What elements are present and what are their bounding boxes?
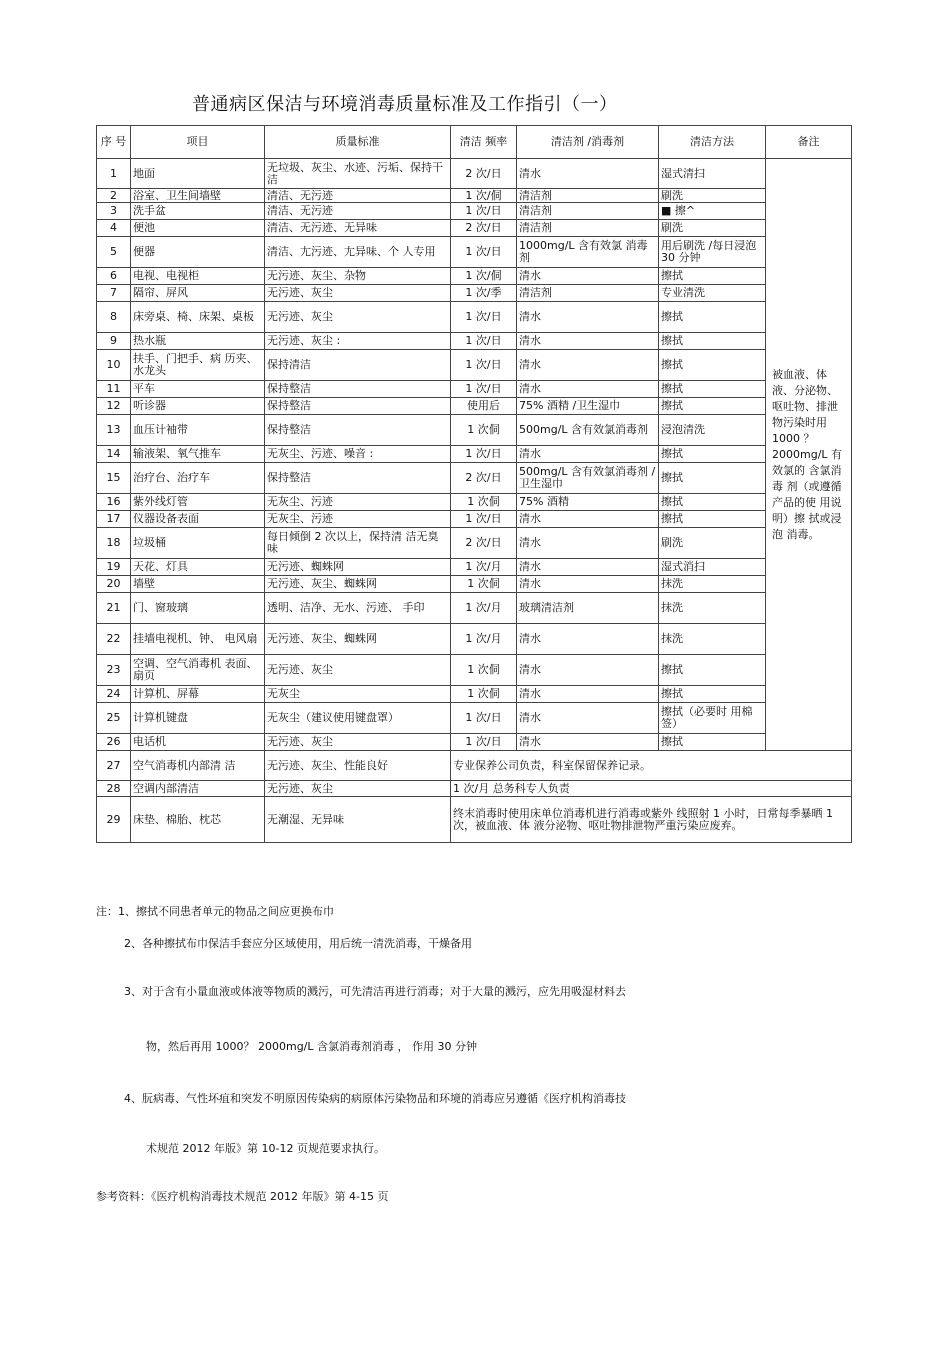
row-item: 扶手、门把手、病 历夹、水龙头 <box>131 350 265 381</box>
row-standard: 无污迹、灰尘 : <box>265 333 451 350</box>
row-standard: 无灰尘、污迹、噪音 : <box>265 446 451 463</box>
note-4-cont: 术规范 2012 年版》第 10-12 页规范要求执行。 <box>146 1142 385 1155</box>
row-method: 抹洗 <box>659 576 766 593</box>
row-item: 治疗台、治疗车 <box>131 463 265 494</box>
row-item: 计算机键盘 <box>131 703 265 734</box>
table-row <box>97 237 852 268</box>
row-method: 刷洗 <box>659 528 766 559</box>
row-method: 擦拭 <box>659 655 766 686</box>
row-standard: 保持整洁 <box>265 415 451 446</box>
row-method: 擦拭 <box>659 333 766 350</box>
row-method: 擦拭（必要时 用棉签） <box>659 703 766 734</box>
row-method: 湿式消扫 <box>659 559 766 576</box>
row-method: 擦拭 <box>659 302 766 333</box>
row-method: 擦拭 <box>659 446 766 463</box>
page-title: 普通病区保洁与环境消毒质量标准及工作指引（一） <box>192 94 618 115</box>
row-agent: 清水 <box>517 576 659 593</box>
row-item: 紫外线灯管 <box>131 494 265 511</box>
row-item: 仪器设备表面 <box>131 511 265 528</box>
row-frequency: 2 次/日 <box>451 220 517 237</box>
table-row <box>97 655 852 686</box>
row-agent: 清水 <box>517 624 659 655</box>
remark-cell: 被血液、体液、分泌物、呕吐物、排泄物污染时用 1000 ？ 2000mg/L 有效氯的 含氯消毒 剂（或遵循 产品的使 用说明）擦 拭或浸泡 消毒。 <box>766 159 852 751</box>
row-number: 4 <box>97 220 131 237</box>
row-agent: 500mg/L 含有效氯消毒剂 /卫生湿巾 <box>517 463 659 494</box>
row-agent: 清水 <box>517 655 659 686</box>
standards-table <box>96 125 852 843</box>
row-method: 擦拭 <box>659 734 766 751</box>
row-merged-info: 1 次/月 总务科专人负责 <box>451 781 852 797</box>
row-item: 墙壁 <box>131 576 265 593</box>
row-frequency: 1 次/日 <box>451 333 517 350</box>
row-agent: 清水 <box>517 268 659 285</box>
row-standard: 无污迹、灰尘 <box>265 781 451 797</box>
table-row <box>97 781 852 797</box>
row-agent: 1000mg/L 含有效氯 消毒剂 <box>517 237 659 268</box>
row-item: 空调、空气消毒机 表面、扇页 <box>131 655 265 686</box>
row-standard: 清洁、无污迹 <box>265 203 451 220</box>
row-agent: 清水 <box>517 686 659 703</box>
row-standard: 无灰尘 <box>265 686 451 703</box>
row-method: 擦拭 <box>659 381 766 398</box>
row-number: 13 <box>97 415 131 446</box>
row-number: 24 <box>97 686 131 703</box>
row-standard: 无污迹、灰尘 <box>265 734 451 751</box>
row-frequency: 1 次/月 <box>451 624 517 655</box>
table-row <box>97 576 852 593</box>
row-frequency: 1 次/日 <box>451 703 517 734</box>
table-row <box>97 511 852 528</box>
row-method: 擦拭 <box>659 398 766 415</box>
row-number: 1 <box>97 159 131 189</box>
row-frequency: 1 次/侗 <box>451 268 517 285</box>
row-item: 床垫、棉胎、枕芯 <box>131 797 265 843</box>
table-row <box>97 559 852 576</box>
note-4: 4、朊病毒、气性坏疽和突发不明原因传染病的病原体污染物品和环境的消毒应另遵循《医疗机构消毒技 <box>124 1092 626 1105</box>
row-number: 12 <box>97 398 131 415</box>
row-standard: 保持整洁 <box>265 398 451 415</box>
row-standard: 清洁、无污迹 <box>265 189 451 203</box>
row-agent: 清水 <box>517 528 659 559</box>
row-number: 9 <box>97 333 131 350</box>
row-method: 抹洗 <box>659 593 766 624</box>
row-method: 刷洗 <box>659 189 766 203</box>
row-standard: 无污迹、灰尘、性能良好 <box>265 751 451 781</box>
row-standard: 无灰尘、污迹 <box>265 511 451 528</box>
row-frequency: 1 次/月 <box>451 593 517 624</box>
row-item: 空气消毒机内部清 洁 <box>131 751 265 781</box>
table-row <box>97 189 852 203</box>
row-standard: 透明、洁净、无水、污迹、 手印 <box>265 593 451 624</box>
row-frequency: 1 次/日 <box>451 203 517 220</box>
table-row <box>97 494 852 511</box>
header-agent: 清洁剂 /消毒剂 <box>517 126 659 159</box>
row-frequency: 1 次/日 <box>451 237 517 268</box>
row-frequency: 1 次/日 <box>451 446 517 463</box>
table-row <box>97 285 852 302</box>
note-3-cont: 物，然后再用 1000？ 2000mg/L 含氯消毒剂消毒 ， 作用 30 分钟 <box>146 1040 477 1053</box>
row-number: 26 <box>97 734 131 751</box>
row-item: 计算机、屏幕 <box>131 686 265 703</box>
row-standard: 无污迹、灰尘、蜘蛛网 <box>265 624 451 655</box>
row-agent: 清洁剂 <box>517 220 659 237</box>
row-frequency: 1 次/日 <box>451 734 517 751</box>
header-remark: 备注 <box>766 126 852 159</box>
row-agent: 清水 <box>517 559 659 576</box>
row-frequency: 1 次/日 <box>451 511 517 528</box>
row-item: 电话机 <box>131 734 265 751</box>
table-row <box>97 528 852 559</box>
row-frequency: 2 次/日 <box>451 159 517 189</box>
row-standard: 无污迹、灰尘 <box>265 302 451 333</box>
row-standard: 无污迹、灰尘、蜘蛛网 <box>265 576 451 593</box>
note-3: 3、对于含有小量血液或体液等物质的溅污，可先清洁再进行消毒；对于大量的溅污，应先用吸湿材料去 <box>124 985 626 998</box>
table-row <box>97 686 852 703</box>
row-item: 便池 <box>131 220 265 237</box>
row-frequency: 1 次/月 <box>451 559 517 576</box>
row-method: 擦拭 <box>659 268 766 285</box>
row-agent: 清水 <box>517 302 659 333</box>
row-item: 垃圾桶 <box>131 528 265 559</box>
row-method: 专业清洗 <box>659 285 766 302</box>
row-item: 床旁桌、椅、床架、桌板 <box>131 302 265 333</box>
table-row <box>97 797 852 843</box>
row-method: 湿式清扫 <box>659 159 766 189</box>
row-frequency: 1 次/日 <box>451 302 517 333</box>
table-row <box>97 203 852 220</box>
row-item: 听诊器 <box>131 398 265 415</box>
table-body <box>97 159 852 843</box>
table-header-row <box>97 126 852 159</box>
row-item: 热水瓶 <box>131 333 265 350</box>
row-standard: 每日倾倒 2 次以上，保持清 洁无臭味 <box>265 528 451 559</box>
row-frequency: 1 次侗 <box>451 655 517 686</box>
row-agent: 75% 酒精 <box>517 494 659 511</box>
row-frequency: 使用后 <box>451 398 517 415</box>
row-number: 21 <box>97 593 131 624</box>
row-agent: 75% 酒精 /卫生湿巾 <box>517 398 659 415</box>
row-standard: 无污迹、灰尘 <box>265 285 451 302</box>
row-number: 5 <box>97 237 131 268</box>
row-agent: 玻璃清洁剂 <box>517 593 659 624</box>
row-number: 19 <box>97 559 131 576</box>
header-no: 序 号 <box>97 126 131 159</box>
row-frequency: 1 次侗 <box>451 576 517 593</box>
row-method: 抹洗 <box>659 624 766 655</box>
row-number: 14 <box>97 446 131 463</box>
row-agent: 清水 <box>517 159 659 189</box>
row-agent: 清水 <box>517 703 659 734</box>
row-number: 17 <box>97 511 131 528</box>
table-row <box>97 624 852 655</box>
row-number: 22 <box>97 624 131 655</box>
row-agent: 500mg/L 含有效氯消毒剂 <box>517 415 659 446</box>
row-agent: 清洁剂 <box>517 285 659 302</box>
row-number: 25 <box>97 703 131 734</box>
header-item: 项目 <box>131 126 265 159</box>
row-item: 天花、灯具 <box>131 559 265 576</box>
table-row <box>97 703 852 734</box>
row-number: 10 <box>97 350 131 381</box>
row-number: 3 <box>97 203 131 220</box>
header-standard: 质量标准 <box>265 126 451 159</box>
row-number: 15 <box>97 463 131 494</box>
row-frequency: 1 次/日 <box>451 350 517 381</box>
header-frequency: 清洁 频率 <box>451 126 517 159</box>
table-row <box>97 381 852 398</box>
row-method: 擦拭 <box>659 511 766 528</box>
row-number: 28 <box>97 781 131 797</box>
row-standard: 无潮湿、无异味 <box>265 797 451 843</box>
row-number: 2 <box>97 189 131 203</box>
row-item: 洗手盆 <box>131 203 265 220</box>
row-method: 用后刷洗 /每日浸泡 30 分钟 <box>659 237 766 268</box>
row-agent: 清水 <box>517 511 659 528</box>
table-row <box>97 593 852 624</box>
row-item: 门、窗玻璃 <box>131 593 265 624</box>
row-standard: 无污迹、灰尘、杂物 <box>265 268 451 285</box>
table-row <box>97 398 852 415</box>
row-agent: 清水 <box>517 734 659 751</box>
row-number: 6 <box>97 268 131 285</box>
row-frequency: 2 次/日 <box>451 463 517 494</box>
row-standard: 保持整洁 <box>265 381 451 398</box>
row-item: 隔帘、屏风 <box>131 285 265 302</box>
row-agent: 清水 <box>517 350 659 381</box>
row-standard: 清洁、尢污迹、尢异味、个 人专用 <box>265 237 451 268</box>
row-item: 浴室、卫生间墙壁 <box>131 189 265 203</box>
row-item: 空调内部清洁 <box>131 781 265 797</box>
row-standard: 保持清洁 <box>265 350 451 381</box>
row-item: 便器 <box>131 237 265 268</box>
row-number: 18 <box>97 528 131 559</box>
row-standard: 无灰尘、污迹 <box>265 494 451 511</box>
row-frequency: 1 次侗 <box>451 415 517 446</box>
row-method: 擦拭 <box>659 686 766 703</box>
row-method: 浸泡清洗 <box>659 415 766 446</box>
row-method: 擦拭 <box>659 494 766 511</box>
row-agent: 清水 <box>517 446 659 463</box>
row-standard: 保持整洁 <box>265 463 451 494</box>
row-agent: 清洁剂 <box>517 203 659 220</box>
note-2: 2、各种擦拭布巾保洁手套应分区域使用，用后统一清洗消毒，干燥备用 <box>124 937 472 950</box>
row-number: 7 <box>97 285 131 302</box>
row-method: 擦拭 <box>659 350 766 381</box>
row-standard: 无污迹、蜘蛛网 <box>265 559 451 576</box>
table-row <box>97 302 852 333</box>
row-frequency: 2 次/日 <box>451 528 517 559</box>
row-number: 29 <box>97 797 131 843</box>
note-1: 注：1、擦拭不同患者单元的物品之间应更换布巾 <box>96 905 334 918</box>
row-frequency: 1 次/日 <box>451 381 517 398</box>
row-merged-info: 终末消毒时使用床单位消毒机进行消毒或紫外 线照射 1 小时，日常每季暴晒 1 次，被血液、体 液分泌物、呕吐物排泄物严重污染应废弃。 <box>451 797 852 843</box>
row-agent: 清水 <box>517 381 659 398</box>
row-standard: 无灰尘（建议使用键盘罩） <box>265 703 451 734</box>
row-frequency: 1 次侗 <box>451 494 517 511</box>
table-row <box>97 734 852 751</box>
table-row <box>97 159 852 189</box>
table-row <box>97 350 852 381</box>
row-number: 11 <box>97 381 131 398</box>
table-row <box>97 446 852 463</box>
row-item: 平车 <box>131 381 265 398</box>
table-row <box>97 268 852 285</box>
row-method: ■ 擦^ <box>659 203 766 220</box>
table-row <box>97 751 852 781</box>
row-standard: 清洁、无污迹、无异味 <box>265 220 451 237</box>
row-item: 电视、电视柜 <box>131 268 265 285</box>
row-number: 16 <box>97 494 131 511</box>
row-number: 8 <box>97 302 131 333</box>
row-number: 23 <box>97 655 131 686</box>
row-item: 输液架、氧气推车 <box>131 446 265 463</box>
header-method: 清洁方法 <box>659 126 766 159</box>
row-item: 挂墙电视机、钟、 电风扇 <box>131 624 265 655</box>
row-item: 血压计袖带 <box>131 415 265 446</box>
table-row <box>97 415 852 446</box>
row-merged-info: 专业保养公司负责，科室保留保养记录。 <box>451 751 852 781</box>
table-row <box>97 220 852 237</box>
row-standard: 无垃圾、灰尘、水迹、污垢、保持干洁 <box>265 159 451 189</box>
row-item: 地面 <box>131 159 265 189</box>
row-frequency: 1 次/侗 <box>451 189 517 203</box>
reference: 参考资料：《医疗机构消毒技术规范 2012 年版》第 4-15 页 <box>96 1190 389 1203</box>
row-method: 擦拭 <box>659 463 766 494</box>
row-number: 27 <box>97 751 131 781</box>
row-standard: 无污迹、灰尘 <box>265 655 451 686</box>
row-agent: 清水 <box>517 333 659 350</box>
row-frequency: 1 次侗 <box>451 686 517 703</box>
table-row <box>97 463 852 494</box>
row-method: 刷洗 <box>659 220 766 237</box>
row-agent: 清洁剂 <box>517 189 659 203</box>
table-row <box>97 333 852 350</box>
row-number: 20 <box>97 576 131 593</box>
row-frequency: 1 次/季 <box>451 285 517 302</box>
